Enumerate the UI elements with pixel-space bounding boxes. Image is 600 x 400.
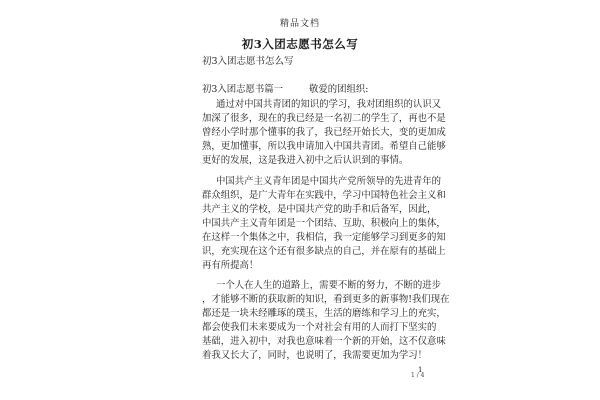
paragraph-line: 共产主义的学校，是中国共产党的助手和后备军，因此， bbox=[202, 204, 437, 215]
paragraph-line: 中国共产主义青年团是一个团结、互助、积极向上的集体， bbox=[202, 218, 446, 229]
page-number: 1 / 4 bbox=[411, 372, 425, 379]
document-title: 初3入团志愿书怎么写 bbox=[241, 37, 359, 51]
paragraph-line: 曾经小学时那个懂事的我了，我已经开始长大，变的更加成 bbox=[202, 127, 446, 138]
paragraph-line: 熟，更加懂事，所以我申请加入中国共青团。希望自己能够 bbox=[202, 141, 446, 152]
paragraph-line: 都还是一块未经雕琢的璞玉，生活的磨练和学习上的充实， bbox=[202, 308, 446, 319]
paragraph-line: ，才能够不断的获取新的知识，看到更多的新事物!我们现在 bbox=[202, 294, 450, 305]
salutation: 敬爱的团组织: bbox=[308, 84, 369, 95]
paragraph-line: 再有所提高！ bbox=[202, 260, 259, 271]
paragraph-line: 加深了很多，现在的我已经是一名初二的学生了，再也不是 bbox=[202, 113, 446, 124]
document-subtitle: 初3入团志愿书怎么写 bbox=[202, 56, 294, 67]
section-label: 初3入团志愿书篇一 bbox=[202, 84, 283, 95]
paragraph-line: 在这样一个集体之中，我相信，我一定能够学习到更多的知 bbox=[202, 232, 446, 243]
paragraph-line: 基础，进入初中，对我也意味着一个新的开始，这不仅意味 bbox=[202, 336, 446, 347]
paragraph-line: 群众组织，是广大青年在实践中，学习中国特色社会主义和 bbox=[202, 190, 446, 201]
paragraph-line: 识，充实现在这个还有很多缺点的自己，并在原有的基础上 bbox=[202, 246, 446, 257]
corner-mark: 1 bbox=[418, 366, 423, 374]
page-header: 精品文档 bbox=[279, 19, 320, 29]
paragraph-line: 更好的发展，这是我进入初中之后认识到的事情。 bbox=[202, 155, 409, 166]
paragraph-line: 一个人在人生的道路上，需要不断的努力，不断的进步 bbox=[216, 280, 442, 291]
section-heading bbox=[202, 84, 368, 96]
paragraph-line: 都会使我们未来要成为一个对社会有用的人而打下坚实的 bbox=[202, 322, 437, 333]
paragraph-line: 着我又长大了，同时，也说明了，我需要更加为学习！ bbox=[202, 350, 428, 361]
paragraph-line: 通过对中国共青团的知识的学习，我对团组织的认识又 bbox=[216, 99, 442, 110]
paragraph-line: 中国共产主义青年团是中国共产党所领导的先进青年的 bbox=[216, 176, 442, 187]
